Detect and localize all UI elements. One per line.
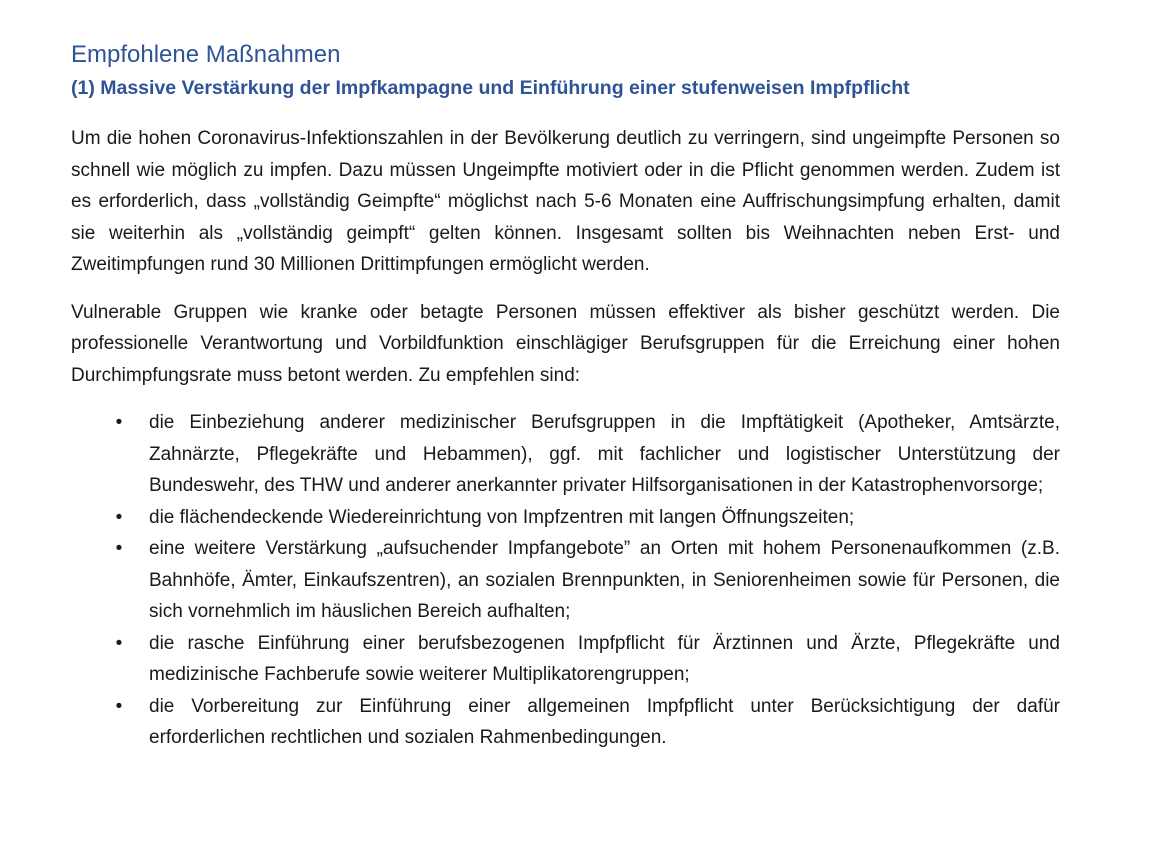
- list-item-text: die Einbeziehung anderer medizinischer Berufsgruppen in die Impftätigkeit (Apotheker, Amtsärzte, Zahnärzte, Pflegekräfte und Hebammen), ggf. mit fachlicher und logistischer Unterstützung der Bundeswehr, des THW und anderer anerkannter privater Hilfsorganisationen in der Katastrophenvorsorge;: [149, 412, 1060, 496]
- bullet-icon: •: [115, 695, 123, 717]
- bullet-icon: •: [115, 538, 123, 559]
- list-item-text: die Vorbereitung zur Einführung einer allgemeinen Impfpflicht unter Berücksichtigung der dafür erforderlichen rechtlichen und sozialen Rahmenbedingungen.: [149, 695, 1060, 748]
- list-item-text: die rasche Einführung einer berufsbezogenen Impfpflicht für Ärztinnen und Ärzte, Pflegekräfte und medizinische Fachberufe sowie weiterer Multiplikatorengruppen;: [149, 632, 1060, 685]
- list-item: [71, 407, 1060, 502]
- subsection-heading: (1) Massive Verstärkung der Impfkampagne und Einführung einer stufenweisen Impfpflicht: [71, 77, 910, 99]
- list-item: [71, 502, 1060, 534]
- list-item-text: eine weitere Verstärkung „aufsuchender Impfangebote” an Orten mit hohem Personenaufkommen (z.B. Bahnhöfe, Ämter, Einkaufszentren), an sozialen Brennpunkten, in Seniorenheimen sowie für Personen, die sich vornehmlich im häuslichen Bereich aufhalten;: [149, 538, 1060, 622]
- section-heading: Empfohlene Maßnahmen: [71, 41, 341, 68]
- bullet-icon: •: [115, 412, 123, 433]
- paragraph-vulnerable-groups: Vulnerable Gruppen wie kranke oder betagte Personen müssen effektiver als bisher geschützt werden. Die professionelle Verantwortung und Vorbildfunktion einschlägiger Berufsgruppen für die Erreichung einer hohen Durchimpfungsrate muss betont werden. Zu empfehlen sind:: [71, 301, 1060, 386]
- list-item: [71, 533, 1060, 628]
- recommendations-list: [71, 407, 1060, 754]
- bullet-icon: •: [115, 506, 123, 528]
- list-item: [71, 691, 1060, 754]
- paragraph-vaccination-campaign: Um die hohen Coronavirus-Infektionszahlen in der Bevölkerung deutlich zu verringern, sind ungeimpfte Personen so schnell wie möglich zu impfen. Dazu müssen Ungeimpfte motiviert oder in die Pflicht genommen werden. Zudem ist es erforderlich, dass „vollständig Geimpfte“ möglichst nach 5-6 Monaten eine Auffrischungsimpfung erhalten, damit sie weiterhin als „vollständig geimpft“ gelten können. Insgesamt sollten bis Weihnachten neben Erst- und Zweitimpfungen rund 30 Millionen Drittimpfungen ermöglicht werden.: [71, 128, 1060, 275]
- list-item: [71, 628, 1060, 691]
- bullet-icon: •: [115, 632, 123, 654]
- list-item-text: die flächendeckende Wiedereinrichtung von Impfzentren mit langen Öffnungszeiten;: [149, 506, 855, 528]
